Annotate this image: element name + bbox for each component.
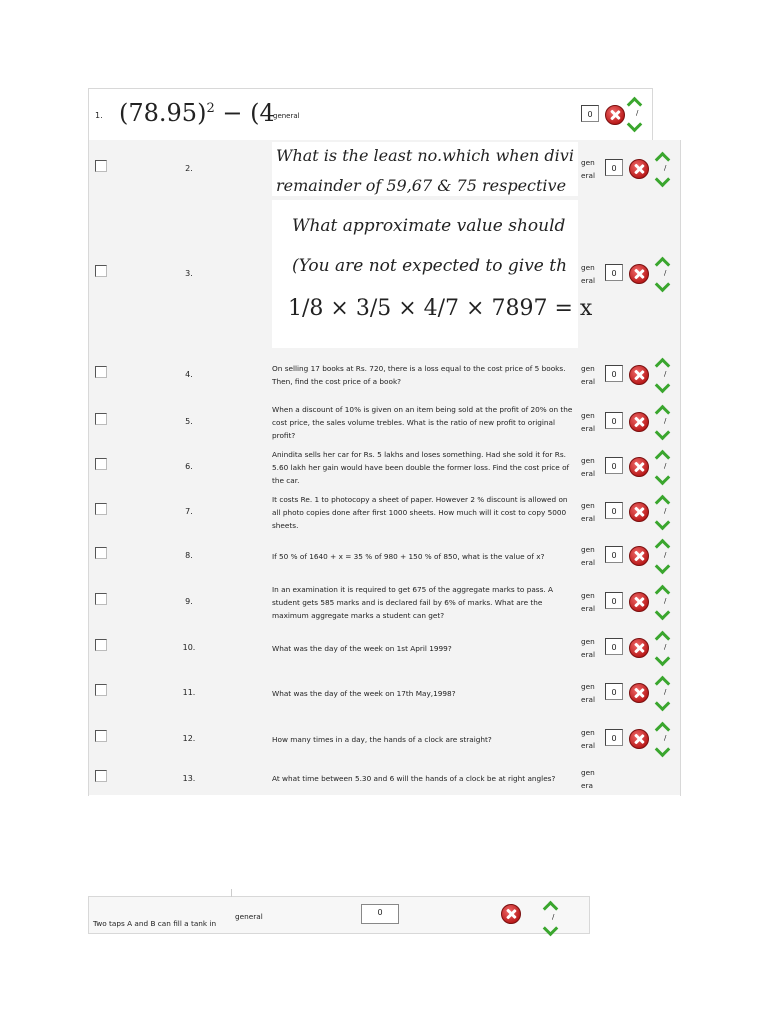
question-line: What is the least no.which when divi xyxy=(276,146,574,165)
chevron-down-icon[interactable] xyxy=(655,515,671,531)
chevron-up-icon[interactable] xyxy=(655,676,671,692)
question-text: What was the day of the week on 1st April 1999? xyxy=(272,643,452,653)
row-checkbox[interactable] xyxy=(95,160,107,172)
questions-table xyxy=(88,140,681,796)
score-input[interactable]: 0 xyxy=(605,412,623,429)
chevron-up-icon[interactable] xyxy=(655,405,671,421)
row-checkbox[interactable] xyxy=(95,639,107,651)
question-line: remainder of 59,67 & 75 respective xyxy=(276,176,567,195)
score-input[interactable]: 0 xyxy=(581,105,599,122)
reorder-arrows[interactable]: / xyxy=(627,95,649,133)
question-number: 9. xyxy=(185,597,193,606)
question-number: 4. xyxy=(185,370,193,379)
category-label: gen eral xyxy=(581,728,595,750)
delete-icon[interactable] xyxy=(605,105,625,125)
reorder-arrows[interactable]: / xyxy=(655,583,677,621)
chevron-down-icon[interactable] xyxy=(655,172,671,188)
table-row xyxy=(89,140,680,199)
row-checkbox[interactable] xyxy=(95,366,107,378)
score-input[interactable]: 0 xyxy=(605,159,623,176)
row-checkbox[interactable] xyxy=(95,684,107,696)
question-text: How many times in a day, the hands of a clock are straight? xyxy=(272,734,492,744)
delete-icon[interactable] xyxy=(629,365,649,385)
category-label: gen eral xyxy=(581,682,595,704)
reorder-arrows[interactable]: / xyxy=(655,150,677,188)
category-label: gen eral xyxy=(581,456,595,478)
question-number: 5. xyxy=(185,417,193,426)
chevron-up-icon[interactable] xyxy=(655,358,671,374)
table-row xyxy=(89,350,680,401)
chevron-up-icon[interactable] xyxy=(655,495,671,511)
chevron-down-icon[interactable] xyxy=(655,742,671,758)
chevron-down-icon[interactable] xyxy=(627,117,643,133)
reorder-arrows[interactable]: / xyxy=(655,255,677,293)
chevron-down-icon[interactable] xyxy=(655,696,671,712)
reorder-arrows[interactable]: / xyxy=(655,720,677,758)
reorder-arrows[interactable]: / xyxy=(655,493,677,531)
delete-icon[interactable] xyxy=(629,159,649,179)
row-checkbox[interactable] xyxy=(95,547,107,559)
question-number: 8. xyxy=(185,551,193,560)
score-input[interactable]: 0 xyxy=(605,546,623,563)
reorder-arrows[interactable]: / xyxy=(655,674,677,712)
question-text: In an examination it is required to get 675 of the aggregate marks to pass. A student gets 585 marks and is declared fail by 6% of marks. What are the maximum aggregate marks a student can get? xyxy=(272,584,554,620)
chevron-down-icon[interactable] xyxy=(655,559,671,575)
category-label: gen eral xyxy=(581,411,595,433)
row-checkbox[interactable] xyxy=(95,503,107,515)
question-line: (You are not expected to give th xyxy=(292,256,568,276)
table-row xyxy=(89,198,680,351)
row-checkbox[interactable] xyxy=(95,458,107,470)
chevron-up-icon[interactable] xyxy=(655,585,671,601)
delete-icon[interactable] xyxy=(629,412,649,432)
question-text: At what time between 5.30 and 6 will the hands of a clock be at right angles? xyxy=(272,774,556,783)
chevron-up-icon[interactable] xyxy=(655,450,671,466)
question-text: What was the day of the week on 17th May,1998? xyxy=(272,688,456,698)
score-input[interactable]: 0 xyxy=(605,729,623,746)
table-row xyxy=(89,670,680,717)
table-row xyxy=(89,626,680,671)
score-input[interactable]: 0 xyxy=(605,264,623,281)
question-text: On selling 17 books at Rs. 720, there is a loss equal to the cost price of 5 books. Then, find the cost price of a book? xyxy=(272,364,566,386)
score-input[interactable]: 0 xyxy=(605,457,623,474)
reorder-arrows[interactable]: / xyxy=(543,899,565,937)
reorder-arrows[interactable]: / xyxy=(655,537,677,575)
question-number: 6. xyxy=(185,462,193,471)
question-text: Two taps A and B can fill a tank in xyxy=(93,919,217,928)
chevron-up-icon[interactable] xyxy=(543,901,559,917)
delete-icon[interactable] xyxy=(629,546,649,566)
category-label: general xyxy=(235,912,263,921)
chevron-down-icon[interactable] xyxy=(655,425,671,441)
question-image xyxy=(272,142,578,196)
reorder-arrows[interactable]: / xyxy=(655,403,677,441)
question-row-1 xyxy=(88,88,653,142)
chevron-down-icon[interactable] xyxy=(655,605,671,621)
delete-icon[interactable] xyxy=(629,592,649,612)
question-number: 2. xyxy=(185,164,193,173)
table-row xyxy=(89,716,680,763)
table-row xyxy=(89,578,680,627)
row-checkbox[interactable] xyxy=(95,730,107,742)
reorder-arrows[interactable]: / xyxy=(655,356,677,394)
question-formula: 1/8 × 3/5 × 4/7 × 7897 = x xyxy=(288,296,593,321)
chevron-up-icon[interactable] xyxy=(655,631,671,647)
category-label: gen eral xyxy=(581,591,595,613)
reorder-arrows[interactable]: / xyxy=(655,629,677,667)
chevron-up-icon[interactable] xyxy=(655,257,671,273)
delete-icon[interactable] xyxy=(629,729,649,749)
category-label: gen eral xyxy=(581,637,595,659)
category-label: gen eral xyxy=(581,158,595,180)
row-checkbox[interactable] xyxy=(95,593,107,605)
score-input[interactable]: 0 xyxy=(605,502,623,519)
question-number: 3. xyxy=(185,269,193,278)
question-line: What approximate value should xyxy=(292,216,566,236)
question-number: 11. xyxy=(182,688,196,697)
table-row xyxy=(89,400,680,445)
row-checkbox[interactable] xyxy=(95,413,107,425)
table-row xyxy=(89,444,680,491)
reorder-arrows[interactable]: / xyxy=(655,448,677,486)
delete-icon[interactable] xyxy=(629,502,649,522)
question-number: 12. xyxy=(182,734,196,743)
chevron-up-icon[interactable] xyxy=(655,539,671,555)
question-text: When a discount of 10% is given on an item being sold at the profit of 20% on the cost price, the sales volume trebles. What is the ratio of new profit to original profit? xyxy=(272,404,573,440)
category-label: gen eral xyxy=(581,263,595,285)
chevron-down-icon[interactable] xyxy=(655,378,671,394)
question-number: 13. xyxy=(182,773,196,783)
row-checkbox[interactable] xyxy=(95,770,107,782)
question-row-bottom xyxy=(88,896,590,934)
score-input[interactable]: 0 xyxy=(605,365,623,382)
score-input[interactable]: 0 xyxy=(605,638,623,655)
chevron-down-icon[interactable] xyxy=(655,651,671,667)
category-label: general xyxy=(273,112,300,120)
question-image: $(78.95)^2 - (4$ xyxy=(119,99,275,127)
chevron-down-icon[interactable] xyxy=(655,277,671,293)
chevron-up-icon[interactable] xyxy=(627,97,643,113)
table-row xyxy=(89,762,680,796)
delete-icon[interactable] xyxy=(629,457,649,477)
score-input[interactable]: 0 xyxy=(361,904,399,924)
table-row xyxy=(89,534,680,579)
chevron-down-icon[interactable] xyxy=(543,921,559,937)
delete-icon[interactable] xyxy=(629,683,649,703)
question-text: If 50 % of 1640 + x = 35 % of 980 + 150 % of 850, what is the value of x? xyxy=(272,551,545,561)
chevron-up-icon[interactable] xyxy=(655,722,671,738)
score-input[interactable]: 0 xyxy=(605,592,623,609)
category-label: gen eral xyxy=(581,364,595,386)
delete-icon[interactable] xyxy=(629,638,649,658)
table-row xyxy=(89,490,680,535)
question-number: 1. xyxy=(95,111,103,120)
question-text: It costs Re. 1 to photocopy a sheet of paper. However 2 % discount is allowed on all photo copies done after first 1000 sheets. How much will it cost to copy 5000 sheets. xyxy=(272,494,568,530)
category-label: gen eral xyxy=(581,501,595,523)
question-number: 10. xyxy=(182,643,196,652)
delete-icon[interactable] xyxy=(629,264,649,284)
delete-icon[interactable] xyxy=(501,904,521,924)
chevron-down-icon[interactable] xyxy=(655,470,671,486)
question-number: 7. xyxy=(185,507,193,516)
score-input[interactable]: 0 xyxy=(605,683,623,700)
category-label: gen eral xyxy=(581,545,595,567)
row-checkbox[interactable] xyxy=(95,265,107,277)
category-label: gen era xyxy=(581,767,595,790)
question-text: Anindita sells her car for Rs. 5 lakhs and loses something. Had she sold it for Rs. 5.60 lakh her gain would have been double the former loss. Find the cost price of the car. xyxy=(272,449,570,485)
chevron-up-icon[interactable] xyxy=(655,152,671,168)
